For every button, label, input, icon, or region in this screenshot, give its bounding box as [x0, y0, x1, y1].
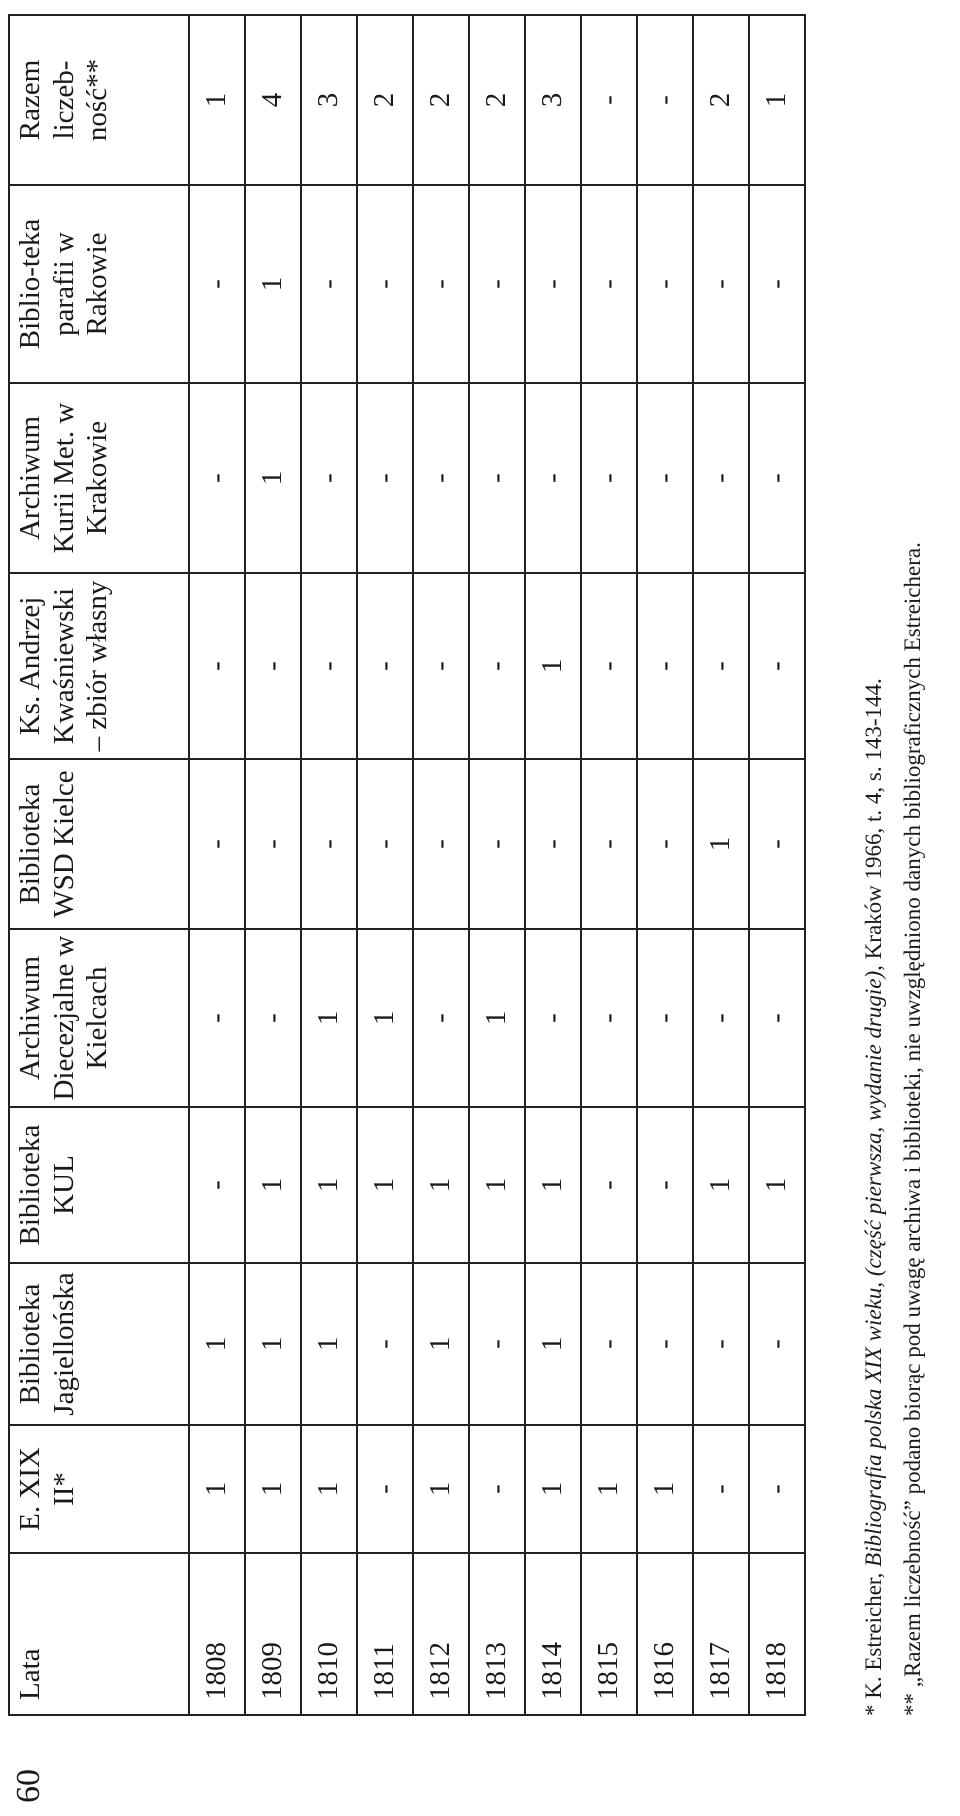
header-biblioteka-rakow: Biblio-teka parafii w Rakowie	[9, 185, 189, 383]
count-cell: 1	[525, 573, 581, 759]
count-cell: 1	[581, 1425, 637, 1553]
count-cell: -	[637, 929, 693, 1107]
count-cell: -	[189, 1107, 245, 1263]
count-cell: 1	[245, 1107, 301, 1263]
count-cell: -	[581, 1107, 637, 1263]
count-cell: -	[357, 1263, 413, 1425]
header-estreicher: E. XIX II*	[9, 1425, 189, 1553]
header-razem: Razem liczeb-ność**	[9, 15, 189, 185]
count-cell: -	[581, 185, 637, 383]
count-cell: -	[749, 1263, 805, 1425]
footnote-razem: ** „Razem liczebność” podano biorąc pod uwagę archiwa i biblioteki, nie uwzględniono danych bibliograficznych Estreichera.	[900, 542, 926, 1716]
footnotes	[854, 16, 932, 1716]
count-cell: 1	[749, 15, 805, 185]
year-cell: 1812	[413, 1553, 469, 1715]
count-cell: -	[693, 573, 749, 759]
count-cell: -	[189, 383, 245, 573]
count-cell: -	[469, 185, 525, 383]
count-cell: -	[749, 1425, 805, 1553]
year-cell: 1818	[749, 1553, 805, 1715]
count-cell: -	[749, 929, 805, 1107]
count-cell: -	[693, 1425, 749, 1553]
count-cell: 1	[525, 1263, 581, 1425]
count-cell: -	[357, 759, 413, 929]
count-cell: -	[525, 929, 581, 1107]
table-row	[749, 15, 805, 1715]
table-row	[693, 15, 749, 1715]
count-cell: 1	[749, 1107, 805, 1263]
count-cell: 1	[301, 929, 357, 1107]
count-cell: 1	[469, 929, 525, 1107]
year-cell: 1814	[525, 1553, 581, 1715]
count-cell: 2	[693, 15, 749, 185]
count-cell: -	[189, 573, 245, 759]
count-cell: -	[749, 383, 805, 573]
count-cell: 1	[245, 383, 301, 573]
count-cell: 1	[693, 1107, 749, 1263]
header-archiwum-kurii: Archiwum Kurii Met. w Krakowie	[9, 383, 189, 573]
footnote-suffix: , Kraków 1966, t. 4, s. 143-144.	[861, 678, 886, 971]
count-cell: -	[301, 185, 357, 383]
count-cell: -	[581, 573, 637, 759]
count-cell: -	[525, 759, 581, 929]
count-cell: -	[301, 383, 357, 573]
count-cell: -	[525, 185, 581, 383]
header-lata: Lata	[9, 1553, 189, 1715]
count-cell: 1	[245, 1425, 301, 1553]
holdings-table	[8, 14, 806, 1716]
count-cell: 1	[413, 1263, 469, 1425]
count-cell: 1	[413, 1107, 469, 1263]
count-cell: 2	[469, 15, 525, 185]
count-cell: -	[413, 929, 469, 1107]
count-cell: -	[413, 573, 469, 759]
count-cell: -	[693, 185, 749, 383]
count-cell: 1	[301, 1425, 357, 1553]
year-cell: 1815	[581, 1553, 637, 1715]
page-number: 60	[10, 1769, 47, 1803]
count-cell: 1	[245, 185, 301, 383]
table-row	[525, 15, 581, 1715]
count-cell: 1	[357, 929, 413, 1107]
year-cell: 1817	[693, 1553, 749, 1715]
header-biblioteka-kul: Biblioteka KUL	[9, 1107, 189, 1263]
count-cell: -	[357, 185, 413, 383]
count-cell: -	[469, 573, 525, 759]
count-cell: 1	[693, 759, 749, 929]
count-cell: -	[637, 383, 693, 573]
year-cell: 1816	[637, 1553, 693, 1715]
count-cell: 1	[357, 1107, 413, 1263]
header-row	[9, 15, 189, 1715]
count-cell: -	[525, 383, 581, 573]
count-cell: 1	[189, 1263, 245, 1425]
header-kwasniewski: Ks. Andrzej Kwaśniewski – zbiór własny	[9, 573, 189, 759]
count-cell: -	[637, 1263, 693, 1425]
count-cell: -	[413, 383, 469, 573]
year-cell: 1808	[189, 1553, 245, 1715]
count-cell: -	[637, 759, 693, 929]
table-row	[581, 15, 637, 1715]
count-cell: -	[637, 1107, 693, 1263]
year-cell: 1810	[301, 1553, 357, 1715]
count-cell: -	[245, 929, 301, 1107]
count-cell: -	[189, 929, 245, 1107]
count-cell: -	[749, 573, 805, 759]
table-row	[189, 15, 245, 1715]
count-cell: 1	[301, 1107, 357, 1263]
count-cell: 1	[525, 1107, 581, 1263]
year-cell: 1813	[469, 1553, 525, 1715]
count-cell: -	[581, 15, 637, 185]
table-header	[9, 15, 189, 1715]
count-cell: -	[245, 573, 301, 759]
year-cell: 1809	[245, 1553, 301, 1715]
table-row	[357, 15, 413, 1715]
count-cell: -	[357, 383, 413, 573]
header-biblioteka-wsd: Biblioteka WSD Kielce	[9, 759, 189, 929]
count-cell: -	[189, 185, 245, 383]
count-cell: -	[357, 573, 413, 759]
count-cell: -	[581, 1263, 637, 1425]
table-row	[301, 15, 357, 1715]
count-cell: 1	[245, 1263, 301, 1425]
count-cell: 2	[413, 15, 469, 185]
count-cell: 1	[637, 1425, 693, 1553]
count-cell: -	[581, 383, 637, 573]
table-row	[637, 15, 693, 1715]
header-archiwum-diecezjalne: Archiwum Diecezjalne w Kielcach	[9, 929, 189, 1107]
count-cell: 1	[189, 15, 245, 185]
count-cell: 1	[413, 1425, 469, 1553]
count-cell: 4	[245, 15, 301, 185]
count-cell: 3	[525, 15, 581, 185]
count-cell: -	[749, 759, 805, 929]
count-cell: -	[357, 1425, 413, 1553]
table-row	[245, 15, 301, 1715]
count-cell: -	[637, 573, 693, 759]
count-cell: -	[469, 383, 525, 573]
count-cell: -	[245, 759, 301, 929]
footnote-title: Bibliografia polska XIX wieku, (część pierwsza, wydanie drugie)	[861, 970, 886, 1567]
count-cell: -	[301, 573, 357, 759]
count-cell: 3	[301, 15, 357, 185]
count-cell: 1	[189, 1425, 245, 1553]
count-cell: -	[693, 1263, 749, 1425]
footnote-estreicher	[854, 16, 893, 1716]
count-cell: -	[749, 185, 805, 383]
count-cell: -	[693, 383, 749, 573]
table-row	[469, 15, 525, 1715]
count-cell: -	[301, 759, 357, 929]
count-cell: -	[469, 1263, 525, 1425]
table-body	[189, 15, 805, 1715]
count-cell: -	[413, 185, 469, 383]
count-cell: -	[693, 929, 749, 1107]
count-cell: -	[469, 759, 525, 929]
count-cell: 1	[301, 1263, 357, 1425]
count-cell: -	[189, 759, 245, 929]
count-cell: -	[637, 185, 693, 383]
count-cell: -	[581, 929, 637, 1107]
header-biblioteka-jagiellonska: Biblioteka Jagiellońska	[9, 1263, 189, 1425]
footnote-prefix: * K. Estreicher,	[861, 1566, 886, 1716]
count-cell: -	[637, 15, 693, 185]
table-row	[413, 15, 469, 1715]
count-cell: -	[581, 759, 637, 929]
count-cell: -	[469, 1425, 525, 1553]
count-cell: 1	[525, 1425, 581, 1553]
count-cell: 2	[357, 15, 413, 185]
year-cell: 1811	[357, 1553, 413, 1715]
count-cell: 1	[469, 1107, 525, 1263]
count-cell: -	[413, 759, 469, 929]
